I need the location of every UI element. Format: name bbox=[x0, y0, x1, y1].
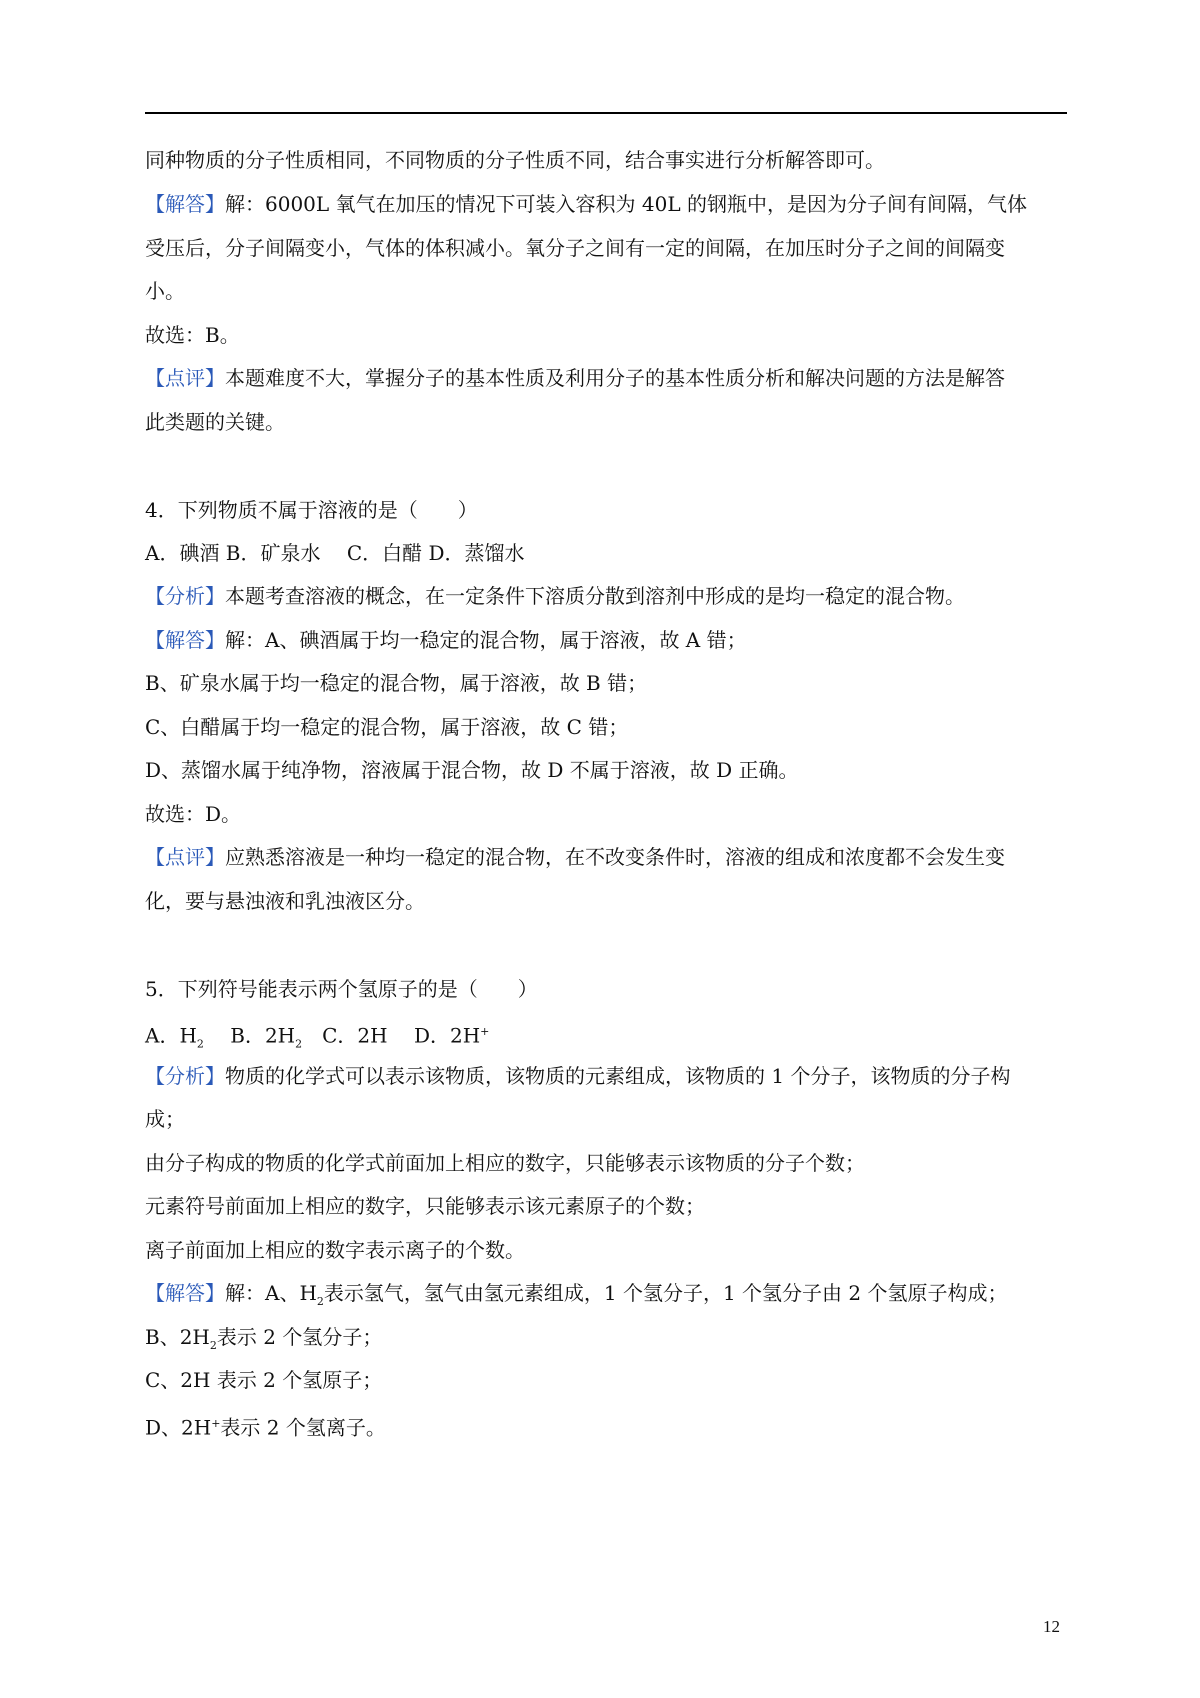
q5-option-a: A．H bbox=[145, 1023, 197, 1048]
comment-tag: 【点评】 bbox=[145, 366, 225, 390]
q5-answer-b-rest: 表示 2 个氢分子； bbox=[216, 1325, 383, 1349]
q3-comment-line2: 此类题的关键。 bbox=[145, 410, 285, 434]
answer-tag: 【解答】 bbox=[145, 628, 225, 652]
q5-analysis-line2: 成； bbox=[145, 1107, 185, 1131]
q4-comment-line1 bbox=[145, 843, 1005, 871]
q3-answer-line1 bbox=[145, 190, 1027, 218]
q4-choice: 故选：D。 bbox=[145, 802, 242, 826]
answer-tag: 【解答】 bbox=[145, 192, 225, 216]
q4-answer-c: C、白醋属于均一稳定的混合物，属于溶液，故 C 错； bbox=[145, 715, 629, 739]
q5-analysis-line1 bbox=[145, 1062, 1010, 1090]
q5-option-cd: C．2H D．2H bbox=[302, 1023, 481, 1048]
q4-analysis bbox=[145, 582, 965, 610]
analysis-tag: 【分析】 bbox=[145, 1064, 225, 1088]
q4-answer-d: D、蒸馏水属于纯净物，溶液属于混合物，故 D 不属于溶液，故 D 正确。 bbox=[145, 758, 799, 782]
q5-answer-c: C、2H 表示 2 个氢原子； bbox=[145, 1368, 383, 1392]
q5-answer-a-rest: 表示氢气，氢气由氢元素组成，1 个氢分子，1 个氢分子由 2 个氢原子构成； bbox=[323, 1281, 1008, 1305]
q5-answer-b bbox=[145, 1323, 382, 1360]
q5-analysis-text: 物质的化学式可以表示该物质，该物质的元素组成，该物质的 1 个分子，该物质的分子构 bbox=[225, 1064, 1011, 1088]
q3-comment-line1 bbox=[145, 364, 1005, 392]
q5-option-b: B．2H bbox=[203, 1023, 296, 1048]
q5-analysis-line5: 离子前面加上相应的数字表示离子的个数。 bbox=[145, 1238, 525, 1262]
q4-answer-a bbox=[145, 626, 747, 654]
q5-answer-d-prefix: D、2H bbox=[145, 1415, 212, 1440]
q3-answer-line2: 受压后，分子间隔变小，气体的体积减小。氧分子之间有一定的间隔，在加压时分子之间的间隔变 bbox=[145, 236, 1005, 260]
superscript: + bbox=[211, 1417, 221, 1430]
q3-answer-line3: 小。 bbox=[145, 279, 185, 303]
page-number: 12 bbox=[1043, 1617, 1060, 1636]
analysis-tag: 【分析】 bbox=[145, 584, 225, 608]
q4-comment-text: 应熟悉溶液是一种均一稳定的混合物，在不改变条件时，溶液的组成和浓度都不会发生变 bbox=[225, 845, 1005, 869]
q5-answer-b-prefix: B、2H bbox=[145, 1325, 210, 1349]
q3-analysis-tail: 同种物质的分子性质相同，不同物质的分子性质不同，结合事实进行分析解答即可。 bbox=[145, 148, 885, 172]
q5-options bbox=[145, 1018, 489, 1059]
q4-comment-line2: 化，要与悬浊液和乳浊液区分。 bbox=[145, 889, 425, 913]
q3-answer-text: 解：6000L 氧气在加压的情况下可装入容积为 40L 的钢瓶中，是因为分子间有间隔，气体 bbox=[225, 192, 1027, 216]
q5-answer-a bbox=[145, 1279, 1008, 1316]
comment-tag: 【点评】 bbox=[145, 845, 225, 869]
q4-stem: 4．下列物质不属于溶液的是（ ） bbox=[145, 498, 478, 522]
subscript: 2 bbox=[295, 1037, 303, 1051]
q5-answer-a-prefix: 解：A、H bbox=[225, 1281, 317, 1305]
q5-answer-d-rest: 表示 2 个氢离子。 bbox=[220, 1415, 386, 1440]
q5-answer-d bbox=[145, 1410, 386, 1442]
q4-answer-b: B、矿泉水属于均一稳定的混合物，属于溶液，故 B 错； bbox=[145, 671, 648, 695]
q4-answer-a-text: 解：A、碘酒属于均一稳定的混合物，属于溶液，故 A 错； bbox=[225, 628, 747, 652]
q4-options: A．碘酒 B．矿泉水 C．白醋 D．蒸馏水 bbox=[145, 541, 525, 565]
q5-stem: 5．下列符号能表示两个氢原子的是（ ） bbox=[145, 977, 538, 1001]
q4-analysis-text: 本题考查溶液的概念，在一定条件下溶质分散到溶剂中形成的是均一稳定的混合物。 bbox=[225, 584, 965, 608]
subscript: 2 bbox=[196, 1037, 204, 1051]
answer-tag: 【解答】 bbox=[145, 1281, 225, 1305]
subscript: 2 bbox=[316, 1295, 324, 1308]
superscript: + bbox=[480, 1025, 490, 1038]
q5-analysis-line4: 元素符号前面加上相应的数字，只能够表示该元素原子的个数； bbox=[145, 1194, 705, 1218]
subscript: 2 bbox=[209, 1339, 217, 1352]
q3-choice: 故选：B。 bbox=[145, 323, 240, 347]
header-rule bbox=[145, 112, 1067, 114]
q3-comment-text: 本题难度不大，掌握分子的基本性质及利用分子的基本性质分析和解决问题的方法是解答 bbox=[225, 366, 1005, 390]
q5-analysis-line3: 由分子构成的物质的化学式前面加上相应的数字，只能够表示该物质的分子个数； bbox=[145, 1151, 865, 1175]
